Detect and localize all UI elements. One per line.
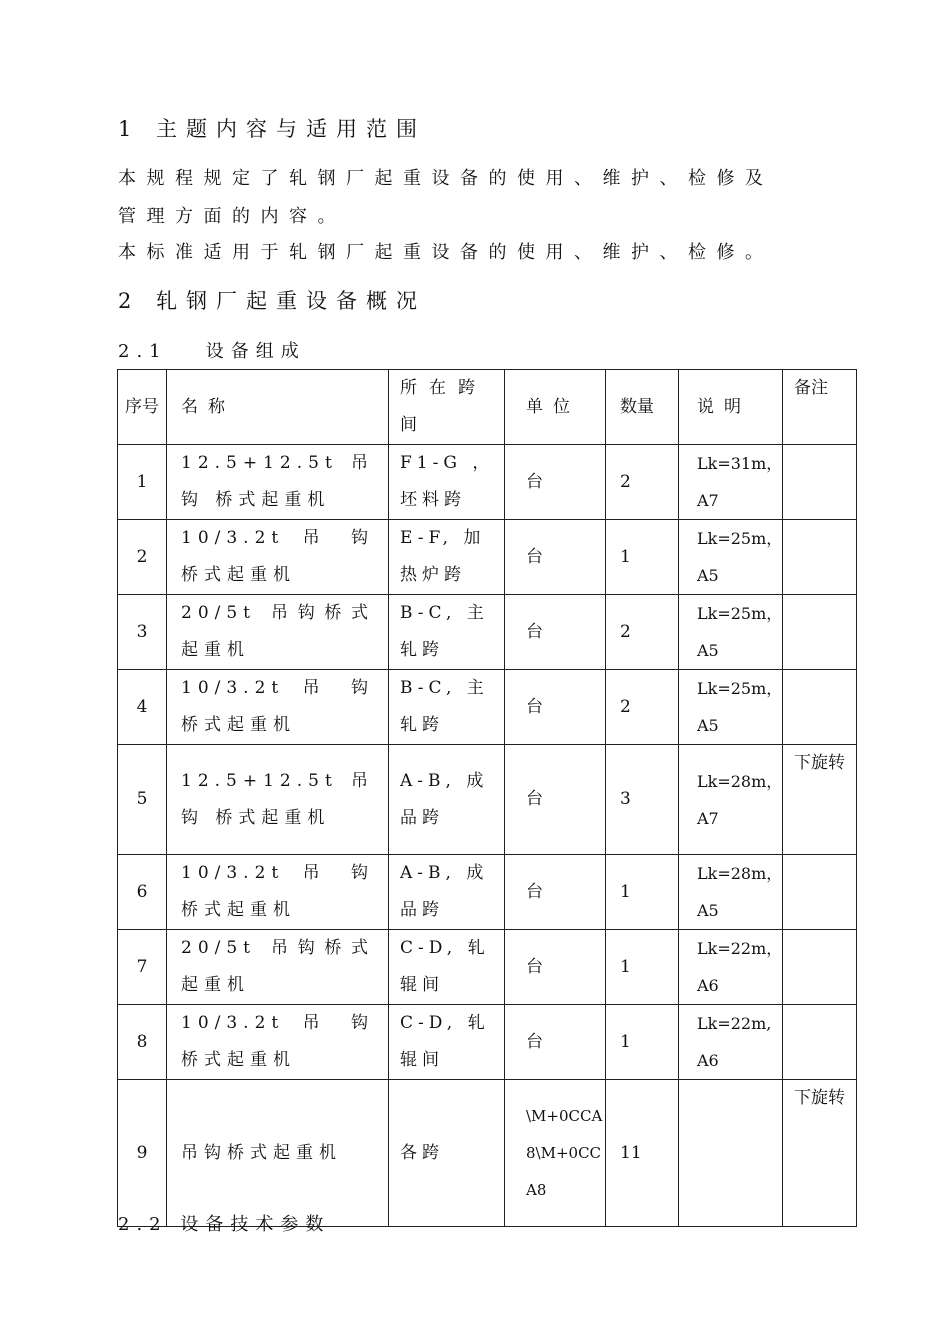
equipment-table bbox=[117, 369, 857, 1227]
row-qty-cell: 2 bbox=[606, 670, 679, 745]
row-qty-cell: 1 bbox=[606, 930, 679, 1005]
row-name-cell: 10/3.2t 吊 钩 桥式起重机 bbox=[167, 520, 389, 595]
header-note: 说明 bbox=[679, 370, 783, 445]
row-bay-cell: E-F, 加热炉跨 bbox=[389, 520, 505, 595]
subsection-2-1-heading: 2.1 设备组成 bbox=[118, 341, 306, 362]
header-unit: 单位 bbox=[505, 370, 606, 445]
row-bay-cell: B-C, 主轧跨 bbox=[389, 595, 505, 670]
row-name-cell: 20/5t 吊钩桥式起重机 bbox=[167, 595, 389, 670]
row-remark-cell bbox=[783, 670, 857, 745]
row-unit-cell: 台 bbox=[505, 445, 606, 520]
row-note-cell: Lk=28m，A7 bbox=[679, 745, 783, 855]
header-qty: 数量 bbox=[606, 370, 679, 445]
row-unit-cell: 台 bbox=[505, 670, 606, 745]
row-bay-cell: A-B, 成品跨 bbox=[389, 855, 505, 930]
row-qty-cell: 1 bbox=[606, 855, 679, 930]
row-seq-cell: 1 bbox=[118, 445, 167, 520]
row-seq-cell: 4 bbox=[118, 670, 167, 745]
subsection-2-2-heading: 2.2 设备技术参数 bbox=[118, 1214, 331, 1235]
row-qty-cell: 2 bbox=[606, 445, 679, 520]
row-bay-cell: 各跨 bbox=[389, 1080, 505, 1227]
row-qty-cell: 11 bbox=[606, 1080, 679, 1227]
row-bay-cell: C-D, 轧辊间 bbox=[389, 930, 505, 1005]
table-row bbox=[118, 520, 857, 595]
row-bay-cell: A-B, 成品跨 bbox=[389, 745, 505, 855]
header-name: 名称 bbox=[167, 370, 389, 445]
row-remark-cell bbox=[783, 520, 857, 595]
row-unit-cell: 台 bbox=[505, 855, 606, 930]
row-remark-cell bbox=[783, 445, 857, 520]
row-remark-cell bbox=[783, 855, 857, 930]
row-seq-cell: 7 bbox=[118, 930, 167, 1005]
row-qty-cell: 2 bbox=[606, 595, 679, 670]
row-seq-cell: 5 bbox=[118, 745, 167, 855]
row-seq-cell: 2 bbox=[118, 520, 167, 595]
section-1-heading: 1 主题内容与适用范围 bbox=[118, 117, 427, 141]
row-note-cell: Lk=22m，A6 bbox=[679, 930, 783, 1005]
row-seq-cell: 8 bbox=[118, 1005, 167, 1080]
table-row bbox=[118, 595, 857, 670]
table-row bbox=[118, 1080, 857, 1227]
row-unit-cell: 台 bbox=[505, 745, 606, 855]
row-name-cell: 10/3.2t 吊 钩 桥式起重机 bbox=[167, 670, 389, 745]
row-qty-cell: 1 bbox=[606, 520, 679, 595]
row-remark-cell bbox=[783, 1005, 857, 1080]
row-seq-cell: 9 bbox=[118, 1080, 167, 1227]
table-row bbox=[118, 445, 857, 520]
row-note-cell: Lk=25m，A5 bbox=[679, 520, 783, 595]
row-name-cell: 12.5+12.5t 吊 钩 桥式起重机 bbox=[167, 445, 389, 520]
row-seq-cell: 6 bbox=[118, 855, 167, 930]
row-note-cell: Lk=25m，A5 bbox=[679, 670, 783, 745]
row-remark-cell: 下旋转 bbox=[783, 745, 857, 855]
row-seq-cell: 3 bbox=[118, 595, 167, 670]
table-row bbox=[118, 670, 857, 745]
header-seq: 序号 bbox=[118, 370, 167, 445]
row-name-cell: 20/5t 吊钩桥式起重机 bbox=[167, 930, 389, 1005]
table-row bbox=[118, 855, 857, 930]
row-unit-cell: 台 bbox=[505, 595, 606, 670]
row-remark-cell: 下旋转 bbox=[783, 1080, 857, 1227]
table-row bbox=[118, 1005, 857, 1080]
row-bay-cell: C-D, 轧辊间 bbox=[389, 1005, 505, 1080]
table-header-row bbox=[118, 370, 857, 445]
section-2-heading: 2 轧钢厂起重设备概况 bbox=[118, 289, 427, 313]
row-unit-cell: 台 bbox=[505, 930, 606, 1005]
table-body bbox=[118, 445, 857, 1227]
row-note-cell: Lk=31m，A7 bbox=[679, 445, 783, 520]
table-row bbox=[118, 930, 857, 1005]
table-row bbox=[118, 745, 857, 855]
header-bay: 所在跨间 bbox=[389, 370, 505, 445]
row-bay-cell: F1-G ，坯料跨 bbox=[389, 445, 505, 520]
row-name-cell: 10/3.2t 吊 钩 桥式起重机 bbox=[167, 1005, 389, 1080]
row-name-cell: 12.5+12.5t 吊 钩 桥式起重机 bbox=[167, 745, 389, 855]
row-name-cell: 吊钩桥式起重机 bbox=[167, 1080, 389, 1227]
section-1-paragraph-2: 本标准适用于轧钢厂起重设备的使用、维护、检修。 bbox=[118, 242, 774, 263]
section-1-paragraph-1-line-1: 本规程规定了轧钢厂起重设备的使用、维护、检修及 bbox=[118, 168, 774, 189]
row-remark-cell bbox=[783, 930, 857, 1005]
row-qty-cell: 1 bbox=[606, 1005, 679, 1080]
row-remark-cell bbox=[783, 595, 857, 670]
row-unit-cell: 台 bbox=[505, 520, 606, 595]
section-1-paragraph-1-line-2: 管理方面的内容。 bbox=[118, 206, 346, 227]
row-unit-cell: 台 bbox=[505, 1005, 606, 1080]
row-name-cell: 10/3.2t 吊 钩 桥式起重机 bbox=[167, 855, 389, 930]
row-bay-cell: B-C, 主轧跨 bbox=[389, 670, 505, 745]
row-unit-cell: \M+0CCA8\M+0CCA8 bbox=[505, 1080, 606, 1227]
row-note-cell bbox=[679, 1080, 783, 1227]
row-note-cell: Lk=22m, A6 bbox=[679, 1005, 783, 1080]
row-note-cell: Lk=25m，A5 bbox=[679, 595, 783, 670]
header-remark: 备注 bbox=[783, 370, 857, 445]
row-note-cell: Lk=28m，A5 bbox=[679, 855, 783, 930]
row-qty-cell: 3 bbox=[606, 745, 679, 855]
